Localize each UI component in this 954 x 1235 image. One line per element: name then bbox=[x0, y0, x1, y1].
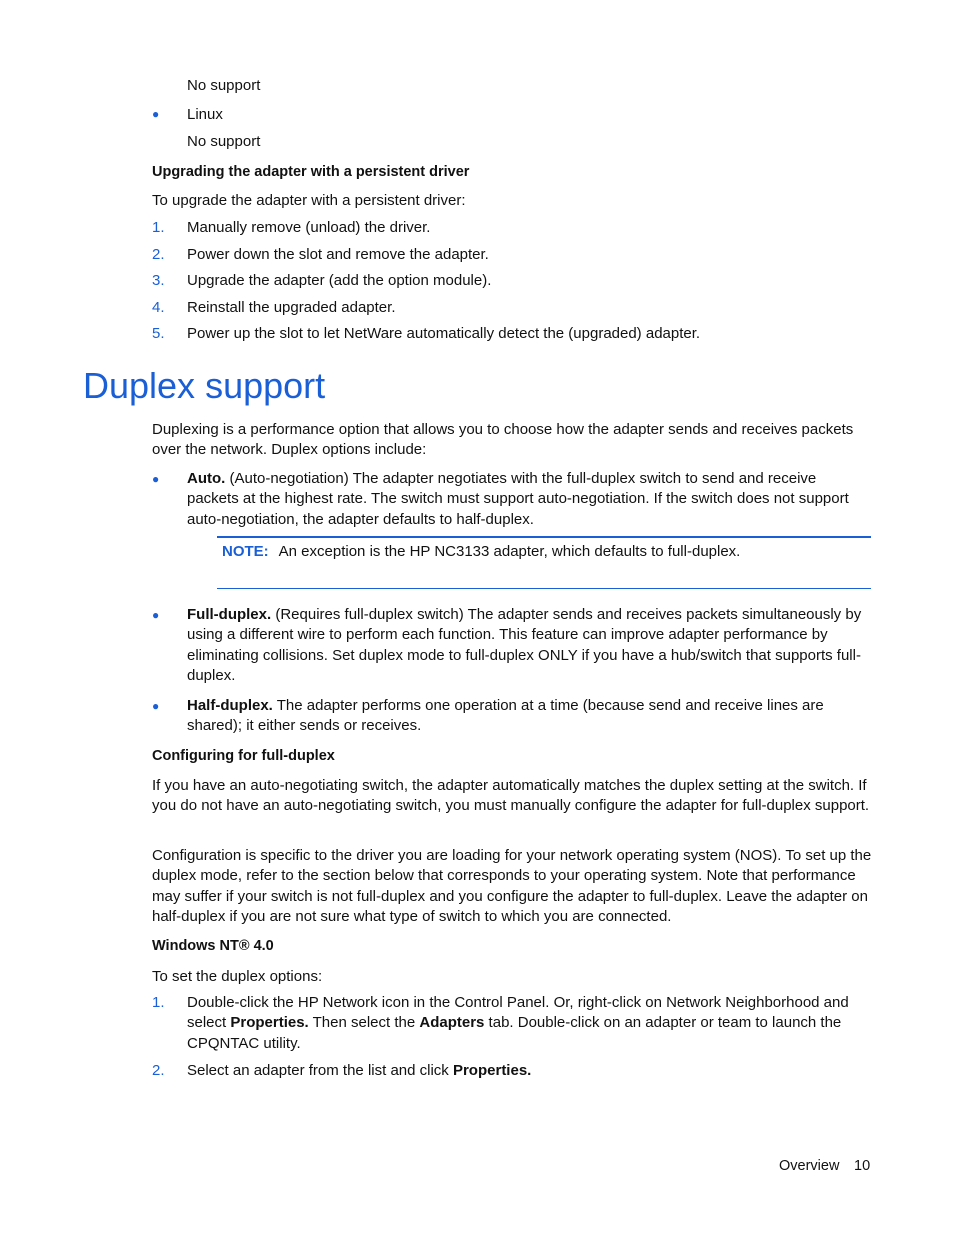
note-top-rule bbox=[217, 536, 871, 538]
page-number: 10 bbox=[854, 1158, 871, 1174]
step-text: Reinstall the upgraded adapter. bbox=[187, 299, 396, 316]
step-number: 3. bbox=[152, 272, 165, 289]
bullet-icon: ● bbox=[152, 699, 160, 713]
step-number: 1. bbox=[152, 994, 165, 1011]
footer-section: Overview bbox=[779, 1158, 840, 1174]
bullet-icon: ● bbox=[152, 608, 160, 622]
half-duplex-label: Half-duplex. bbox=[187, 697, 273, 714]
no-support-text: No support bbox=[187, 77, 261, 94]
half-duplex-item bbox=[187, 696, 867, 737]
adapters-label: Adapters bbox=[419, 1014, 485, 1032]
properties-label: Properties. bbox=[452, 1062, 532, 1079]
note-bottom-rule bbox=[217, 588, 871, 589]
auto-label: Auto. bbox=[187, 470, 226, 487]
config-heading: Configuring for full-duplex bbox=[152, 748, 335, 764]
note-box bbox=[222, 542, 740, 562]
winnt-step-1 bbox=[187, 993, 871, 1054]
half-duplex-text: The adapter performs one operation at a time (because send and receive lines are shared); it either sends or receives. bbox=[187, 697, 824, 735]
config-para-1: If you have an auto-negotiating switch, the adapter automatically matches the duplex setting at the switch. If you do not have an auto-negotiating switch, you must manually configure the adapter for full-duplex support. bbox=[152, 777, 870, 815]
winnt-step-2 bbox=[187, 1061, 531, 1081]
step-text: Select an adapter from the list and click bbox=[187, 1062, 453, 1079]
upgrade-intro: To upgrade the adapter with a persistent driver: bbox=[152, 192, 466, 209]
step-number: 2. bbox=[152, 246, 165, 263]
step-text: tab. Double-click on an adapter or team to launch the CPQNTAC utility. bbox=[187, 1014, 842, 1052]
step-text: Manually remove (unload) the driver. bbox=[187, 219, 431, 236]
upgrade-heading: Upgrading the adapter with a persistent driver bbox=[152, 164, 470, 180]
winnt-intro: To set the duplex options: bbox=[152, 968, 323, 985]
section-title: Duplex support bbox=[83, 365, 326, 406]
winnt-heading: Windows NT® 4.0 bbox=[152, 938, 274, 954]
step-text: Power down the slot and remove the adapter. bbox=[187, 246, 489, 263]
bullet-icon: ● bbox=[152, 472, 160, 486]
step-number: 2. bbox=[152, 1062, 165, 1079]
properties-label: Properties. bbox=[230, 1014, 309, 1032]
duplex-intro: Duplexing is a performance option that allows you to choose how the adapter sends and receives packets over the network. Duplex options include: bbox=[152, 421, 854, 459]
auto-text: (Auto-negotiation) The adapter negotiates with the full-duplex switch to send and receive packets at the highest rate. The switch must support auto-negotiation. If the switch does not support auto-negotiation, the adapter defaults to half-duplex. bbox=[187, 470, 849, 528]
step-text: Double-click the HP Network icon in the Control Panel. Or, right-click on Network Neighborhood and select bbox=[187, 994, 849, 1032]
config-para-2: Configuration is specific to the driver you are loading for your network operating system (NOS). To set up the duplex mode, refer to the section below that corresponds to your operating system. Note that performance may suffer if your switch is not full-duplex and you configure the adapter to full-duplex. Leave the adapter on half-duplex if you are not sure what type of switch to which you are connected. bbox=[152, 847, 872, 925]
bullet-icon: ● bbox=[152, 107, 160, 121]
step-number: 1. bbox=[152, 219, 165, 236]
step-number: 5. bbox=[152, 325, 165, 342]
no-support-text: No support bbox=[187, 133, 261, 150]
note-text: An exception is the HP NC3133 adapter, which defaults to full-duplex. bbox=[278, 543, 741, 560]
full-duplex-item bbox=[187, 605, 867, 686]
full-duplex-text: (Requires full-duplex switch) The adapter sends and receives packets simultaneously by using a different wire to perform each function. This feature can improve adapter performance by eliminating collisions. Set duplex mode to full-duplex ONLY if you have a hub/switch that supports full-duplex. bbox=[187, 606, 862, 684]
full-duplex-label: Full-duplex. bbox=[187, 606, 272, 623]
note-label: NOTE: bbox=[222, 543, 269, 560]
linux-item: Linux bbox=[187, 106, 223, 123]
step-text: Power up the slot to let NetWare automatically detect the (upgraded) adapter. bbox=[187, 325, 701, 342]
step-text: Upgrade the adapter (add the option module). bbox=[187, 272, 492, 289]
step-text: Then select the bbox=[308, 1014, 420, 1032]
step-number: 4. bbox=[152, 299, 165, 316]
auto-item bbox=[187, 469, 867, 530]
